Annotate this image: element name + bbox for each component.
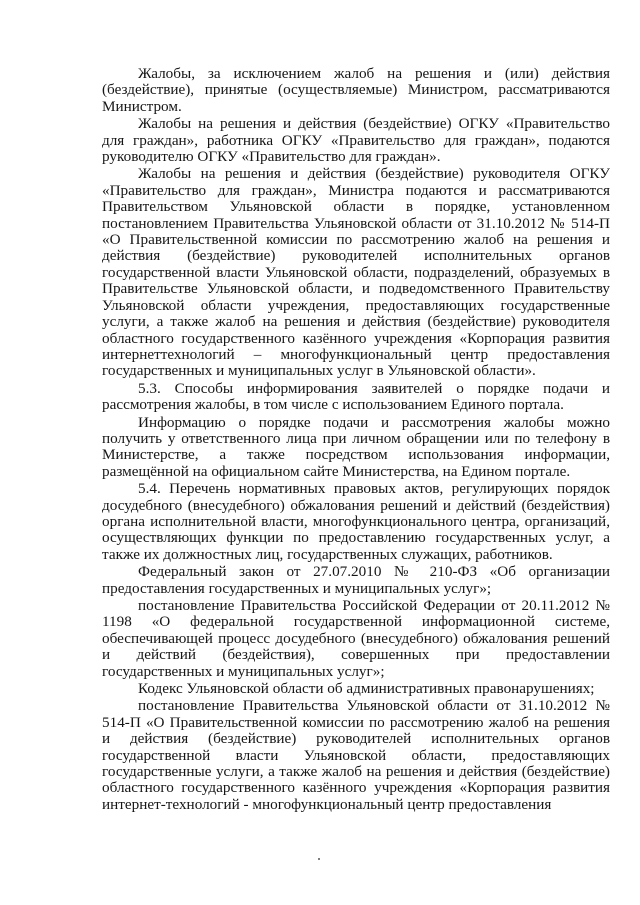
paragraph-complaints-ogku: Жалобы на решения и действия (бездействие) ОГКУ «Правительство для граждан», работника ОГКУ «Правительство для граждан», подаются руководителю ОГКУ «Правительство для граждан».: [102, 115, 610, 166]
paragraph-rf-resolution: постановление Правительства Российской Федерации от 20.11.2012 № 1198 «О федеральной государственной информационной системе, обеспечивающей процесс досудебного (внесудебного) обжалования решений и действий (бездействия), совершенных при предоставлении государственных и муниципальных услуг»;: [102, 597, 610, 680]
page-mark: [318, 858, 320, 860]
document-page: [102, 66, 610, 813]
paragraph-federal-law: Федеральный закон от 27.07.2010 № 210-ФЗ «Об организации предоставления государственных и муниципальных услуг»;: [102, 563, 610, 597]
paragraph-information-methods: Информацию о порядке подачи и рассмотрения жалобы можно получить у ответственного лица при личном обращении или по телефону в Министерстве, а также посредством использования информации, размещённой на официальном сайте Министерства, на Едином портале.: [102, 413, 610, 480]
paragraph-regional-resolution: постановление Правительства Ульяновской области от 31.10.2012 № 514-П «О Правительственной комиссии по рассмотрению жалоб на решения и действия (бездействие) руководителей исполнительных органов государственной власти Ульяновской области, предоставляющих государственные услуги, а также жалоб на решения и действия (бездействие) областного государственного казённого учреждения «Корпорация развития интернет-технологий - многофункциональный центр предоставления: [102, 697, 610, 813]
paragraph-complaints-minister: Жалобы, за исключением жалоб на решения и (или) действия (бездействие), принятые (осуществляемые) Министром, рассматриваются Министром.: [102, 65, 610, 115]
paragraph-section-5-3: 5.3. Способы информирования заявителей о порядке подачи и рассмотрения жалобы, в том числе с использованием Единого портала.: [102, 379, 610, 414]
paragraph-administrative-code: Кодекс Ульяновской области об административных правонарушениях;: [138, 680, 595, 698]
paragraph-complaints-government: Жалобы на решения и действия (бездействие) руководителя ОГКУ «Правительство для граждан», Министра подаются и рассматриваются Правительством Ульяновской области в порядке, установленном постановлением Правительства Ульяновской области от 31.10.2012 № 514-П «О Правительственной комиссии по рассмотрению жалоб на решения и действия (бездействие) руководителей исполнительных органов государственной власти Ульяновской области, подразделений, образуемых в Правительстве Ульяновской области, и подведомственного Правительству Ульяновской области учреждения, предоставляющих государственные услуги, а также жалоб на решения и действия (бездействие) руководителя областного государственного казённого учреждения «Корпорация развития интернеттехнологий – многофункциональный центр предоставления государственных и муниципальных услуг в Ульяновской области».: [102, 165, 610, 380]
paragraph-section-5-4: 5.4. Перечень нормативных правовых актов, регулирующих порядок досудебного (внесудебного) обжалования решений и действий (бездействия) органа исполнительной власти, многофункционального центра, организаций, осуществляющих функции по предоставлению государственных услуг, а также их должностных лиц, государственных служащих, работников.: [102, 480, 610, 563]
